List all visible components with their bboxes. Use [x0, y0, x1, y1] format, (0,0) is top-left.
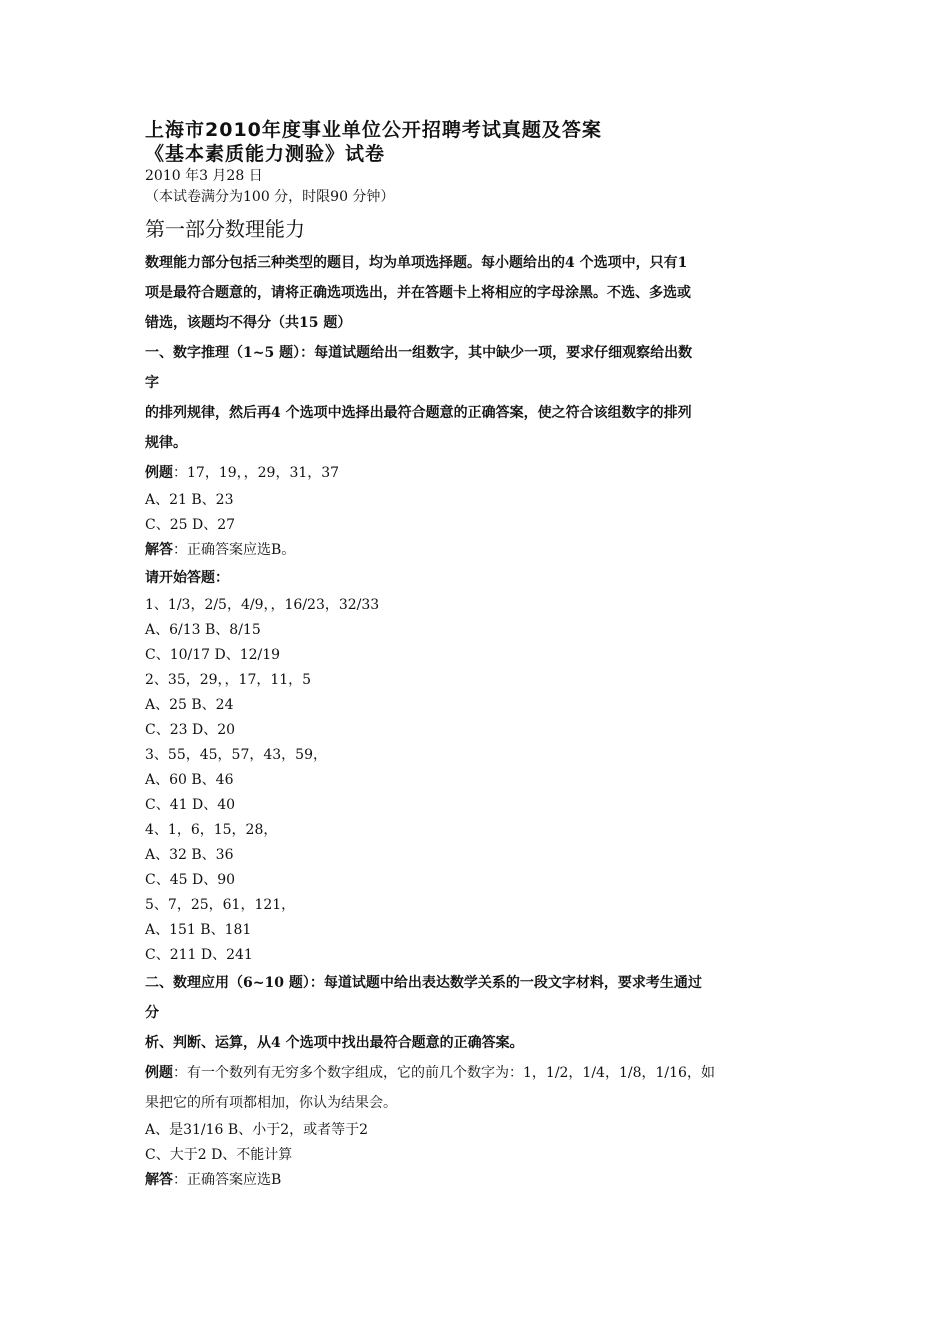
start-prompt: 请开始答题：: [145, 570, 229, 586]
answer2: [145, 1168, 810, 1193]
answer2-text: ：正确答案应选B: [173, 1172, 282, 1188]
example2-options-cd: C、大于2 D、不能计算: [145, 1147, 293, 1163]
document-title-line2: 《基本素质能力测验》试卷: [145, 143, 386, 165]
question-4-options-cd: C、45 D、90: [145, 872, 236, 888]
question-1: 1、1/3，2/5，4/9，，16/23，32/33: [145, 597, 380, 613]
document-page: [145, 118, 810, 1193]
example1-label: 例题: [145, 465, 173, 481]
section2-line-3: 析、判断、运算，从4 个选项中找出最符合题意的正确答案。: [145, 1035, 524, 1051]
section1-line-3: 的排列规律，然后再4 个选项中选择出最符合题意的正确答案，使之符合该组数字的排列: [145, 405, 692, 421]
document-title-line1: 上海市2010年度事业单位公开招聘考试真题及答案: [145, 119, 602, 141]
intro-line-3: 错选，该题均不得分（共15 题）: [145, 315, 352, 331]
example2-line-1: [145, 1058, 810, 1088]
example1-text: ：17，19，，29，31，37: [173, 465, 340, 481]
question-2-options-cd: C、23 D、20: [145, 722, 236, 738]
example1-options-ab: A、21 B、23: [145, 492, 234, 508]
answer1: [145, 538, 810, 563]
question-4-options-ab: A、32 B、36: [145, 847, 234, 863]
section1-line-4: 规律。: [145, 435, 187, 451]
question-4: 4、1，6，15，28，: [145, 822, 278, 838]
example2-label: 例题: [145, 1065, 173, 1081]
question-1-options-cd: C、10/17 D、12/19: [145, 647, 281, 663]
example2-line-2: 果把它的所有项都相加，你认为结果会。: [145, 1095, 397, 1111]
example2-options-ab: A、是31/16 B、小于2，或者等于2: [145, 1122, 369, 1138]
section1-line-2: 字: [145, 375, 159, 391]
exam-note: （本试卷满分为100 分，时限90 分钟）: [145, 189, 395, 205]
question-2: 2、35，29，，17，11，5: [145, 672, 312, 688]
section2-line-1: 二、数理应用（6~10 题）：每道试题中给出表达数学关系的一段文字材料，要求考生通过: [145, 975, 702, 991]
question-5: 5、7，25，61，121，: [145, 897, 296, 913]
exam-date: 2010 年3 月28 日: [145, 168, 263, 184]
example1-options-cd: C、25 D、27: [145, 517, 236, 533]
question-5-options-cd: C、211 D、241: [145, 947, 253, 963]
answer1-label: 解答: [145, 542, 173, 558]
question-3: 3、55，45，57，43，59，: [145, 747, 327, 763]
question-5-options-ab: A、151 B、181: [145, 922, 252, 938]
section2-line-2: 分: [145, 1005, 159, 1021]
question-3-options-ab: A、60 B、46: [145, 772, 234, 788]
part-heading: 第一部分数理能力: [145, 217, 305, 241]
answer1-text: ：正确答案应选B。: [173, 542, 296, 558]
example1: [145, 458, 810, 488]
intro-line-2: 项是最符合题意的，请将正确选项选出，并在答题卡上将相应的字母涂黑。不选、多选或: [145, 285, 691, 301]
example2-text-1: ：有一个数列有无穷多个数字组成，它的前几个数字为：1，1/2，1/4，1/8，1/16，如: [173, 1065, 715, 1081]
question-3-options-cd: C、41 D、40: [145, 797, 236, 813]
question-2-options-ab: A、25 B、24: [145, 697, 234, 713]
intro-line-1: 数理能力部分包括三种类型的题目，均为单项选择题。每小题给出的4 个选项中，只有1: [145, 255, 688, 271]
question-1-options-ab: A、6/13 B、8/15: [145, 622, 261, 638]
answer2-label: 解答: [145, 1172, 173, 1188]
section1-line-1: 一、数字推理（1~5 题）：每道试题给出一组数字，其中缺少一项，要求仔细观察给出数: [145, 345, 693, 361]
